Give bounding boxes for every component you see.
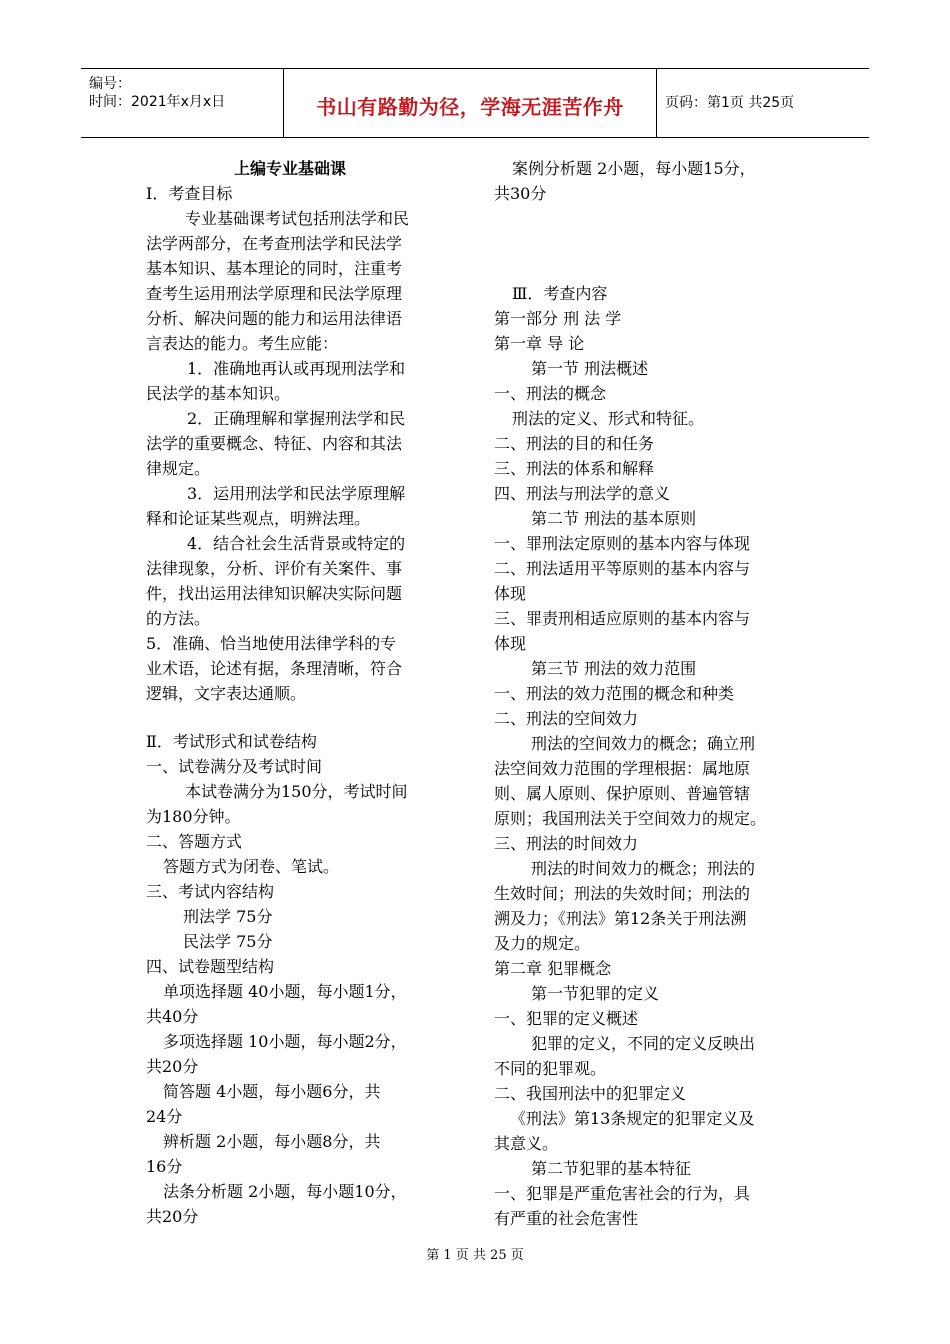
left-column-text-line: 律规定。: [146, 459, 211, 478]
right-column-text-line: 犯罪的定义，不同的定义反映出: [531, 1034, 756, 1053]
right-column-text-line: Ⅲ．考查内容: [512, 284, 608, 303]
right-column-text-line: 一、犯罪的定义概述: [494, 1009, 639, 1028]
right-column-text-line: 案例分析题 2小题，每小题15分，: [512, 159, 756, 178]
left-column-text-line: 24分: [146, 1107, 183, 1126]
right-column-text-line: 溯及力；《刑法》第12条关于刑法溯: [494, 909, 747, 928]
left-column-text-line: 言表达的能力。考生应能：: [146, 334, 339, 353]
right-column-text-line: 第二章 犯罪概念: [494, 959, 612, 978]
left-column-text-line: Ⅱ．考试形式和试卷结构: [146, 732, 317, 751]
left-column-text-line: 法律现象，分析、评价有关案件、事: [146, 559, 403, 578]
left-column-text-line: 的方法。: [146, 609, 211, 628]
right-column-text-line: 第二节 刑法的基本原则: [531, 509, 697, 528]
left-column-text-line: 逻辑，文字表达通顺。: [146, 684, 307, 703]
left-column-text-line: 为180分钟。: [146, 807, 241, 826]
left-column-text-line: 法条分析题 2小题，每小题10分，: [163, 1182, 407, 1201]
left-column-text-line: 民法学 75分: [183, 932, 273, 951]
right-column-text-line: 及力的规定。: [494, 934, 591, 953]
right-column-text-line: 三、刑法的时间效力: [494, 834, 639, 853]
header-page-info: 页码：第1页 共25页: [665, 95, 795, 111]
right-column-text-line: 一、罪刑法定原则的基本内容与体现: [494, 534, 751, 553]
left-column-text-line: 三、考试内容结构: [146, 882, 275, 901]
right-column-text-line: 四、刑法与刑法学的意义: [494, 484, 671, 503]
left-column-text-line: 业术语，论述有据，条理清晰，符合: [146, 659, 403, 678]
left-column-text-line: 四、试卷题型结构: [146, 957, 275, 976]
right-column-text-line: 《刑法》第13条规定的犯罪定义及: [510, 1109, 755, 1128]
header-meta-cell: [81, 69, 283, 137]
right-column-text-line: 第三节 刑法的效力范围: [531, 659, 697, 678]
right-column-text-line: 体现: [494, 584, 527, 603]
left-column-text-line: 单项选择题 40小题，每小题1分，: [163, 982, 407, 1001]
right-column-text-line: 刑法的空间效力的概念；确立刑: [531, 734, 756, 753]
right-column-text-line: 生效时间；刑法的失效时间；刑法的: [494, 884, 751, 903]
left-column-text-line: 释和论证某些观点，明辨法理。: [146, 509, 371, 528]
left-column-text-line: 民法学的基本知识。: [146, 384, 291, 403]
left-column-text-line: 共40分: [146, 1007, 199, 1026]
left-column-text-line: 上编专业基础课: [234, 159, 347, 178]
left-column-text-line: 简答题 4小题，每小题6分，共: [163, 1082, 381, 1101]
right-column-text-line: 法空间效力范围的学理根据：属地原: [494, 759, 751, 778]
left-column-text-line: 1．准确地再认或再现刑法学和: [187, 359, 406, 378]
right-column-text-line: 刑法的时间效力的概念；刑法的: [531, 859, 756, 878]
page-header: [81, 68, 869, 138]
left-column-text-line: 查考生运用刑法学原理和民法学原理: [146, 284, 403, 303]
right-column-text-line: 三、罪责刑相适应原则的基本内容与: [494, 609, 751, 628]
right-column-text-line: 一、犯罪是严重危害社会的行为，具: [494, 1184, 751, 1203]
right-column-text-line: 刑法的定义、形式和特征。: [512, 409, 705, 428]
left-column-text-line: 本试卷满分为150分，考试时间: [185, 782, 408, 801]
left-column-text-line: 专业基础课考试包括刑法学和民: [185, 209, 410, 228]
right-column-text-line: 二、我国刑法中的犯罪定义: [494, 1084, 687, 1103]
left-column-text-line: 共20分: [146, 1057, 199, 1076]
left-column-text-line: 法学两部分，在考查刑法学和民法学: [146, 234, 403, 253]
right-column-text-line: 二、刑法的空间效力: [494, 709, 639, 728]
right-column-text-line: 原则；我国刑法关于空间效力的规定。: [494, 809, 767, 828]
right-column-text-line: 第一章 导 论: [494, 334, 585, 353]
document-number-label: 编号：: [89, 76, 131, 92]
right-column-text-line: 第一部分 刑 法 学: [494, 309, 622, 328]
right-column-text-line: 有严重的社会危害性: [494, 1209, 639, 1228]
right-column-text-line: 第一节 刑法概述: [531, 359, 649, 378]
right-column-text-line: 体现: [494, 634, 527, 653]
document-time-label: 时间：2021年x月x日: [89, 94, 226, 110]
right-column-text-line: 第一节犯罪的定义: [531, 984, 660, 1003]
header-motto-cell: [283, 69, 657, 137]
left-column-text-line: 二、答题方式: [146, 832, 243, 851]
left-column-text-line: Ⅰ．考查目标: [146, 184, 233, 203]
right-column-text-line: 其意义。: [494, 1134, 559, 1153]
left-column-text-line: 4．结合社会生活背景或特定的: [187, 534, 406, 553]
right-column-text-line: 第二节犯罪的基本特征: [531, 1159, 692, 1178]
header-page-cell: [657, 69, 869, 137]
right-column-text-line: 三、刑法的体系和解释: [494, 459, 655, 478]
left-column-text-line: 2．正确理解和掌握刑法学和民: [187, 409, 406, 428]
left-column-text-line: 刑法学 75分: [183, 907, 273, 926]
right-column-text-line: 不同的犯罪观。: [494, 1059, 607, 1078]
right-column-text-line: 一、刑法的效力范围的概念和种类: [494, 684, 735, 703]
left-column-text-line: 16分: [146, 1157, 183, 1176]
right-column-text-line: 二、刑法适用平等原则的基本内容与: [494, 559, 751, 578]
page-footer: 第 1 页 共 25 页: [426, 1248, 524, 1263]
left-column-text-line: 多项选择题 10小题，每小题2分，: [163, 1032, 407, 1051]
left-column-text-line: 基本知识、基本理论的同时，注重考: [146, 259, 403, 278]
right-column-text-line: 二、刑法的目的和任务: [494, 434, 655, 453]
right-column-text-line: 一、刑法的概念: [494, 384, 607, 403]
left-column-text-line: 5．准确、恰当地使用法律学科的专: [146, 634, 397, 653]
right-column-text-line: 则、属人原则、保护原则、普遍管辖: [494, 784, 751, 803]
left-column-text-line: 分析、解决问题的能力和运用法律语: [146, 309, 403, 328]
header-motto: 书山有路勤为径，学海无涯苦作舟: [316, 95, 624, 119]
left-column-text-line: 件，找出运用法律知识解决实际问题: [146, 584, 403, 603]
left-column-text-line: 一、试卷满分及考试时间: [146, 757, 323, 776]
left-column-text-line: 答题方式为闭卷、笔试。: [163, 857, 340, 876]
left-column-text-line: 法学的重要概念、特征、内容和其法: [146, 434, 403, 453]
left-column-text-line: 3．运用刑法学和民法学原理解: [187, 484, 406, 503]
left-column-text-line: 共20分: [146, 1207, 199, 1226]
right-column-text-line: 共30分: [494, 184, 547, 203]
left-column-text-line: 辨析题 2小题，每小题8分，共: [163, 1132, 381, 1151]
